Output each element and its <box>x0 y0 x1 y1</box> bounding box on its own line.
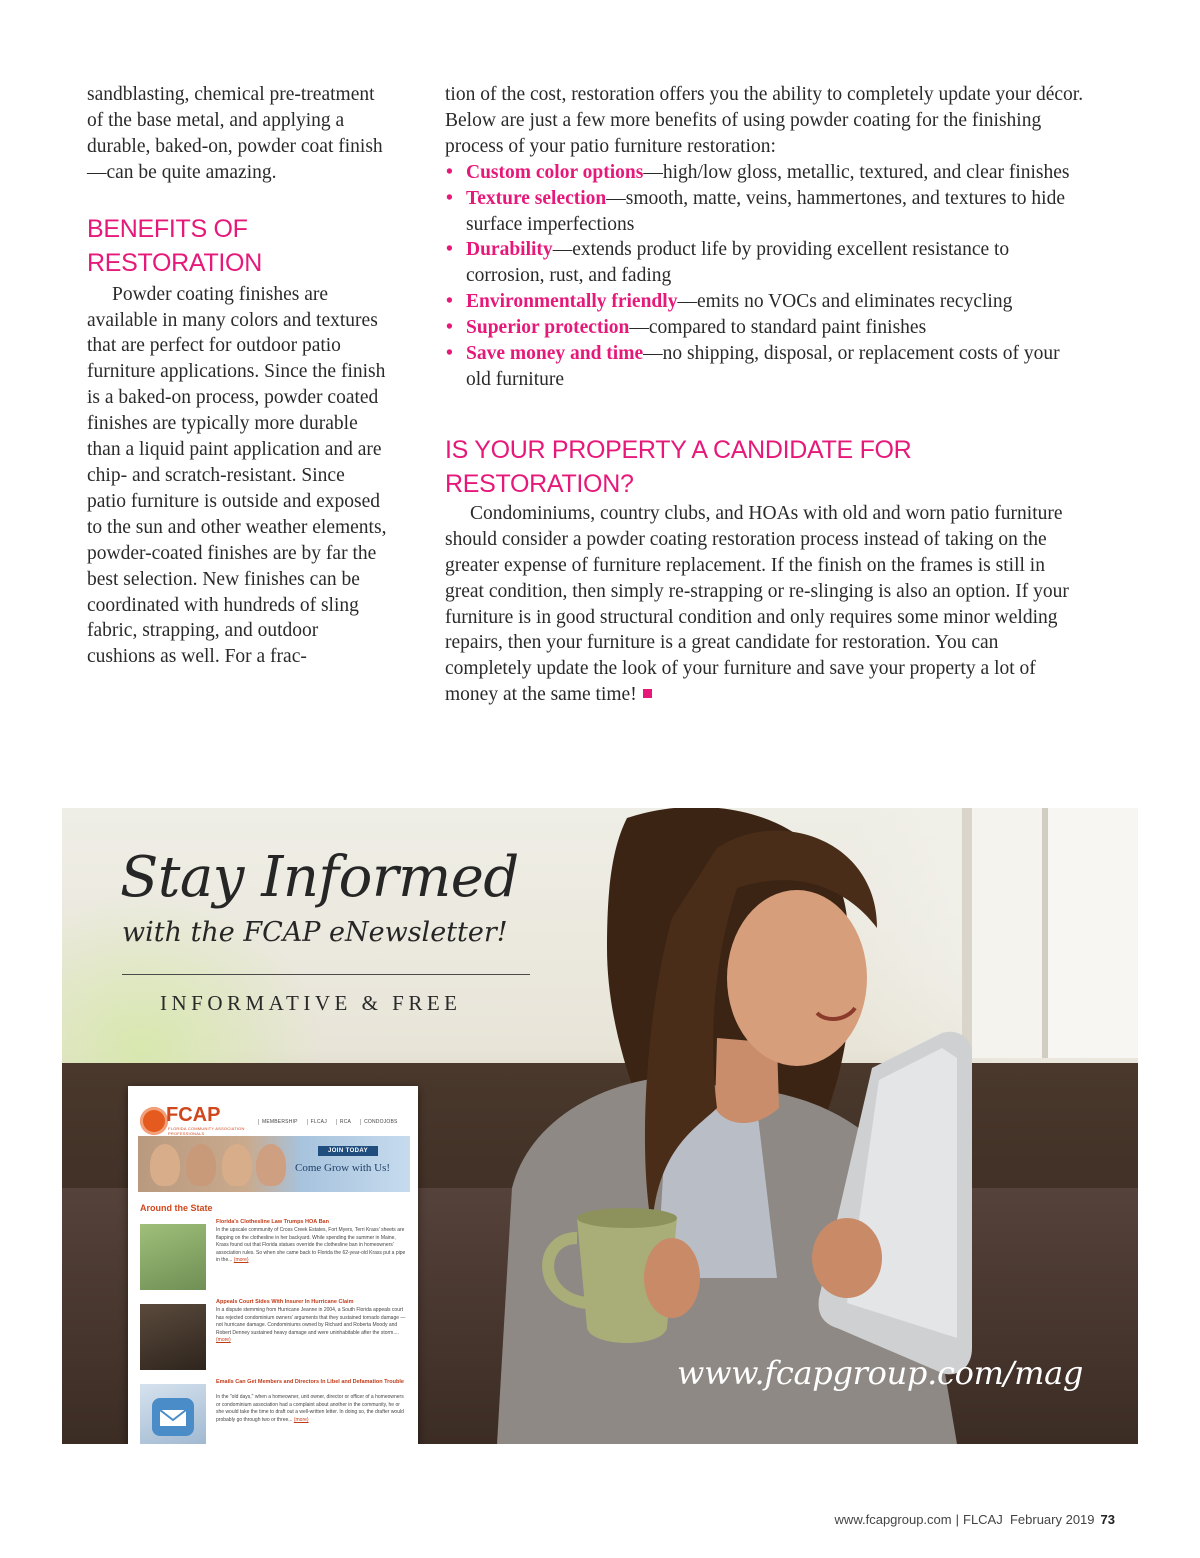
bullet-icon: • <box>446 187 453 209</box>
nav-item: FLCAJ <box>307 1119 330 1125</box>
window-background <box>962 808 1138 1058</box>
article-body-text: In the upscale community of Cross Creek Estates, Fort Myers, Terri Krass' sheets are flapping on the clothesline in her backyard. While spending the summer in Maine, Krass found out that Florida statues override the clothesline ban in homeowners' association rules. So when she came back to Florida the 62-year-old Krass put a pipe in the... <box>216 1227 406 1264</box>
newsletter-nav <box>258 1119 401 1125</box>
candidate-body-paragraph <box>445 501 1085 708</box>
gavel-thumbnail <box>140 1304 206 1370</box>
more-link: (more) <box>233 1257 249 1264</box>
footer-site: www.fcapgroup.com <box>834 1512 952 1527</box>
ad-url-link[interactable]: www.fcapgroup.com/mag <box>677 1354 1084 1392</box>
benefit-desc: —no shipping, disposal, or replacement costs of your old furniture <box>466 343 1060 390</box>
candidate-heading: IS YOUR PROPERTY A CANDIDATE FOR RESTORATION? <box>445 435 912 498</box>
article-title: Florida's Clothesline Law Trumps HOA Ban <box>216 1219 329 1225</box>
article-body-text: In the "old days," when a homeowner, unit owner, director or officer of a homeowners or condominium association had a complaint about another in the community, he or she would take the time to draft out a well-written letter. In doing so, the drafter would probably go through two or three... <box>216 1394 404 1423</box>
benefits-heading <box>87 212 387 280</box>
fcap-logo-text: FCAP <box>166 1104 221 1126</box>
benefit-term: Durability <box>466 239 553 261</box>
benefit-desc: —emits no VOCs and eliminates recycling <box>677 291 1013 313</box>
banner-face <box>256 1144 286 1186</box>
enewsletter-ad[interactable] <box>62 808 1138 1444</box>
candidate-body-text: Condominiums, country clubs, and HOAs with old and worn patio furniture should consider a powder coating restoration process instead of taking on the greater expense of furniture replacement. If the finish on the frames is still in great condition, then simply re-strapping or re-slinging is also an option. If your furniture is in good structural condition and only requires some minor welding repairs, then your furniture is a great candidate for restoration. You can completely update the look of your furniture and save your property a lot of money at the same time! <box>445 502 1069 706</box>
benefit-term: Save money and time <box>466 343 644 365</box>
benefit-item <box>445 289 1085 315</box>
bullet-icon: • <box>446 317 453 339</box>
ad-subtitle: with the FCAP eNewsletter! <box>122 917 508 948</box>
article-title: Appeals Court Sides With Insurer In Hurricane Claim <box>216 1299 354 1305</box>
benefit-desc: —extends product life by providing excellent resistance to corrosion, rust, and fading <box>466 239 1010 287</box>
ad-title: Stay Informed <box>120 845 519 910</box>
article-title: Emails Can Get Members and Directors In Libel and Defamation Trouble <box>216 1379 404 1385</box>
newsletter-article <box>140 1379 410 1444</box>
more-link: (more) <box>216 1337 231 1344</box>
benefit-term: Custom color options <box>466 161 644 183</box>
nav-item: MEMBERSHIP <box>258 1119 301 1125</box>
benefits-heading-line1: BENEFITS OF <box>87 214 248 243</box>
bullet-icon: • <box>446 239 453 261</box>
nav-item: CONDOJOBS <box>360 1119 400 1125</box>
left-column <box>87 82 387 670</box>
benefit-item <box>445 237 1085 289</box>
grow-with-us-text: Come Grow with Us! <box>295 1162 391 1174</box>
benefit-desc: —compared to standard paint finishes <box>629 317 927 339</box>
benefit-term: Environmentally friendly <box>466 291 678 313</box>
footer-separator: | <box>955 1512 959 1527</box>
bullet-icon: • <box>446 343 453 365</box>
email-thumbnail <box>140 1384 206 1444</box>
benefit-term: Superior protection <box>466 317 630 339</box>
benefit-item <box>445 341 1085 393</box>
benefits-list <box>445 160 1085 393</box>
fcap-logo-subtitle: FLORIDA COMMUNITY ASSOCIATION PROFESSIONALS <box>168 1126 245 1136</box>
fcap-logo-icon <box>140 1107 168 1135</box>
bullet-icon: • <box>446 161 453 183</box>
banner-face <box>150 1144 180 1186</box>
benefit-item <box>445 186 1085 238</box>
join-today-button: JOIN TODAY <box>318 1146 378 1156</box>
benefit-desc: —high/low gloss, metallic, textured, and clear finishes <box>643 161 1070 183</box>
more-link: (more) <box>293 1416 309 1423</box>
page-number: 73 <box>1100 1512 1115 1527</box>
benefit-item <box>445 160 1085 186</box>
bullet-icon: • <box>446 291 453 313</box>
article-body-text: In a dispute stemming from Hurricane Jeanne in 2004, a South Florida appeals court has rejected condominium owners' arguments that they sustained tornado damage — not hurricane damage. Condominiums owned by Richard and Roberta Moody and Robert Denney sustained heavy damage and were uninhabitable after the storm.... <box>216 1307 406 1336</box>
article-body <box>216 1394 406 1424</box>
newsletter-article <box>140 1219 410 1289</box>
newsletter-preview <box>128 1086 418 1444</box>
end-mark-icon <box>643 689 652 698</box>
benefits-body-paragraph: Powder coating finishes are available in many colors and textures that are perfect for outdoor patio furniture applications. Since the finish is a baked-on process, powder coated finishes are typically more durable than a liquid paint application and are chip- and scratch-resistant. Since patio furniture is outside and exposed to the sun and other weather elements, powder-coated finishes are by far the best selection. New finishes can be coordinated with hundreds of sling fabric, strapping, and outdoor cushions as well. For a frac- <box>87 283 387 668</box>
ad-divider <box>122 974 530 975</box>
clothesline-thumbnail <box>140 1224 206 1290</box>
left-intro-paragraph: sandblasting, chemical pre-treatment of the base metal, and applying a durable, baked-on, powder coat finish—can be quite amazing. <box>87 84 383 183</box>
footer-date: February 2019 <box>1009 1512 1095 1527</box>
banner-face <box>186 1144 216 1186</box>
around-the-state-heading: Around the State <box>140 1203 213 1213</box>
benefit-desc: —smooth, matte, veins, hammertones, and textures to hide surface imperfections <box>466 187 1065 235</box>
envelope-icon <box>140 1384 206 1444</box>
right-column <box>445 82 1085 708</box>
benefits-heading-line2: RESTORATION <box>87 248 262 277</box>
article-body <box>216 1227 406 1265</box>
banner-face <box>222 1144 252 1186</box>
footer-publication: FLCAJ <box>963 1512 1003 1527</box>
ad-tagline: INFORMATIVE & FREE <box>160 991 462 1015</box>
nav-item: RCA <box>336 1119 354 1125</box>
article-body <box>216 1307 406 1345</box>
page-footer <box>835 1512 1115 1527</box>
benefit-term: Texture selection <box>466 187 607 209</box>
newsletter-article <box>140 1299 410 1369</box>
right-continuation-paragraph: tion of the cost, restoration offers you the ability to completely update your décor. Below are just a few more benefits of using powder coating for the finishing process of your patio furniture restoration: <box>445 84 1084 157</box>
benefit-item <box>445 315 1085 341</box>
